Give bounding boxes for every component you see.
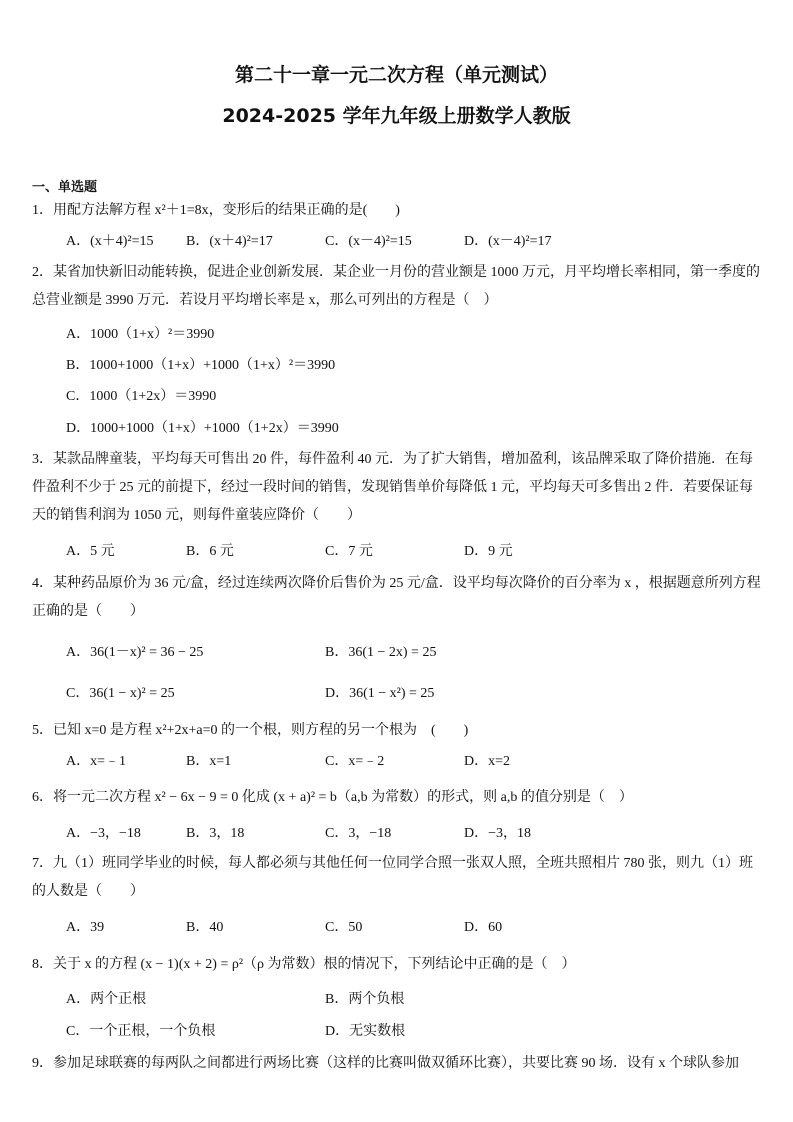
question-4: 4．某种药品原价为 36 元/盒，经过连续两次降价后售价为 25 元/盒．设平均每次降价的百分率为 x ，根据题意所列方程正确的是（ ） [32,576,761,619]
q3-option-c: C．7 元 [325,544,373,559]
question-5: 5．已知 x=0 是方程 x²+2x+a=0 的一个根，则方程的另一个根为 ( ) [32,723,469,738]
question-1: 1．用配方法解方程 x²＋1=8x，变形后的结果正确的是( ) [32,203,400,218]
question-7: 7．九（1）班同学毕业的时候，每人都必须与其他任何一位同学合照一张双人照，全班共照相片 780 张，则九（1）班的人数是（ ） [32,856,753,899]
q2-option-a: A．1000（1+x）²＝3990 [66,327,215,342]
q7-option-a: A．39 [66,920,105,935]
q6-option-b: B．3，18 [186,826,245,841]
q8-option-c: C．一个正根，一个负根 [66,1024,216,1039]
section-heading: 一、单选题 [32,180,98,195]
q3-option-b: B．6 元 [186,544,234,559]
q4-option-c: C．36(1 − x)² = 25 [66,686,175,701]
q5-option-b: B．x=1 [186,754,232,769]
q7-option-d: D．60 [464,920,503,935]
q1-option-c: C．(x－4)²=15 [325,234,412,249]
q4-option-b: B．36(1 − 2x) = 25 [325,645,437,660]
q1-option-b: B．(x＋4)²=17 [186,234,273,249]
q3-option-a: A．5 元 [66,544,115,559]
q7-option-b: B．40 [186,920,224,935]
q4-option-a: A．36(1－x)² = 36 − 25 [66,645,204,660]
q2-option-b: B．1000+1000（1+x）+1000（1+x）²＝3990 [66,358,336,373]
question-8: 8．关于 x 的方程 (x − 1)(x + 2) = ρ²（ρ 为常数）根的情况下，下列结论中正确的是（ ） [32,957,576,972]
q5-option-c: C．x=﹣2 [325,754,385,769]
document-subtitle: 2024-2025 学年九年级上册数学人教版 [222,105,571,127]
q8-option-a: A．两个正根 [66,992,147,1007]
q7-option-c: C．50 [325,920,363,935]
q4-option-d: D．36(1 − x²) = 25 [325,686,435,701]
q8-option-d: D．无实数根 [325,1024,406,1039]
q1-option-d: D．(x－4)²=17 [464,234,552,249]
q2-option-c: C．1000（1+2x）＝3990 [66,389,217,404]
q6-option-c: C．3，−18 [325,826,392,841]
q5-option-a: A．x=﹣1 [66,754,127,769]
q3-option-d: D．9 元 [464,544,513,559]
q6-option-d: D．−3，18 [464,826,532,841]
question-2: 2．某省加快新旧动能转换，促进企业创新发展．某企业一月份的营业额是 1000 万元，月平均增长率相同，第一季度的总营业额是 3990 万元．若设月平均增长率是 x，那么可列出的方程是（ ） [32,265,760,308]
document-title: 第二十一章一元二次方程（单元测试） [234,64,558,86]
q6-option-a: A．−3，−18 [66,826,141,841]
q2-option-d: D．1000+1000（1+x）+1000（1+2x）＝3990 [66,421,339,436]
q8-option-b: B．两个负根 [325,992,405,1007]
question-3: 3．某款品牌童装，平均每天可售出 20 件，每件盈利 40 元．为了扩大销售，增加盈利，该品牌采取了降价措施．在每件盈利不少于 25 元的前提下，经过一段时间的销售，发现销售单价每降低 1 元，平均每天可多售出 2 件．若要保证每天的销售利润为 1050 元，则每件童装应降价（ ） [32,452,753,523]
q5-option-d: D．x=2 [464,754,511,769]
question-6: 6．将一元二次方程 x² − 6x − 9 = 0 化成 (x + a)² = b（a,b 为常数）的形式，则 a,b 的值分别是（ ） [32,790,633,805]
question-9: 9．参加足球联赛的每两队之间都进行两场比赛（这样的比赛叫做双循环比赛），共要比赛 90 场．设有 x 个球队参加 [32,1056,739,1071]
q1-option-a: A．(x＋4)²=15 [66,234,154,249]
